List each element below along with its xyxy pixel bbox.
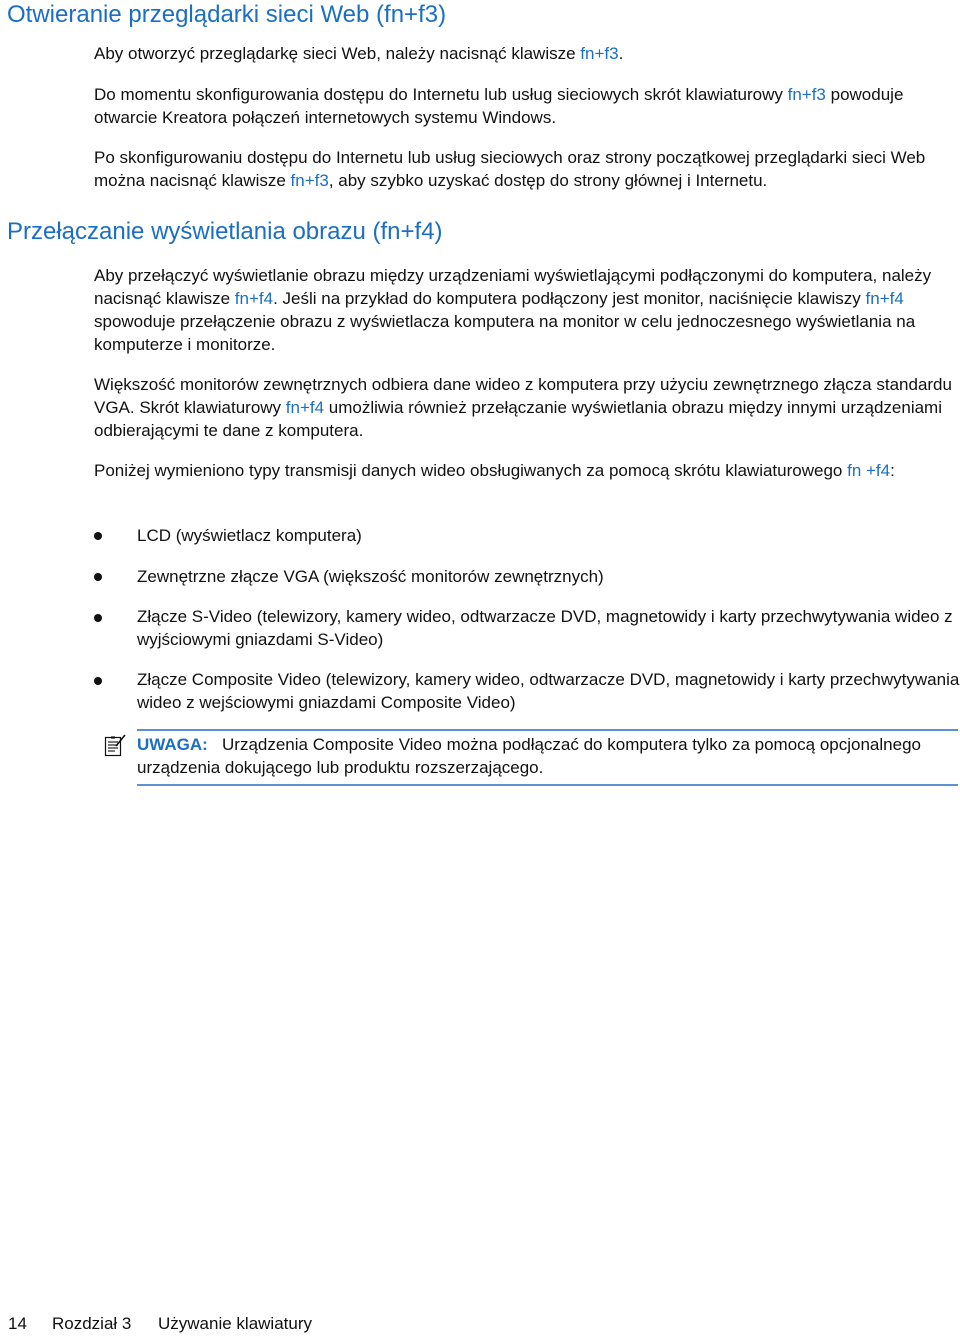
note-icon — [103, 733, 127, 757]
list-item: Złącze Composite Video (telewizory, kamery wideo, odtwarzacze DVD, magnetowidy i karty przechwytywania wideo z wejściowymi gniazdami Composite Video) — [137, 670, 960, 712]
footer-chapter-title: Używanie klawiatury — [158, 1314, 312, 1333]
shortcut-fn-f4: fn+f4 — [865, 289, 904, 308]
note-body: Urządzenia Composite Video można podłączać do komputera tylko za pomocą opcjonalnego urządzenia dokującego lub produktu rozszerzającego. — [137, 735, 921, 777]
shortcut-fn-f3: fn+f3 — [290, 171, 329, 190]
note-box — [137, 729, 958, 786]
shortcut-fn-f4: fn+f4 — [234, 289, 274, 308]
section-heading-display: Przełączanie wyświetlania obrazu (fn+f4) — [7, 218, 443, 245]
note-label: UWAGA: — [137, 735, 208, 754]
paragraph-display-3: Poniżej wymieniono typy transmisji danych wideo obsługiwanych za pomocą skrótu klawiaturowego fn +f4: — [94, 461, 895, 480]
shortcut-fn-f3: fn+f3 — [580, 44, 619, 63]
page-number: 14 — [8, 1314, 27, 1333]
bullet-icon — [94, 614, 102, 622]
paragraph-browser-3: Po skonfigurowaniu dostępu do Internetu lub usług sieciowych oraz strony początkowej przeglądarki sieci Web można nacisnąć klawisze fn+f3, aby szybko uzyskać dostęp do strony głównej i Internetu. — [94, 148, 926, 190]
shortcut-fn-f4: fn+f4 — [285, 398, 325, 417]
note-text — [137, 731, 958, 784]
paragraph-display-1: Aby przełączyć wyświetlanie obrazu między urządzeniami wyświetlającymi podłączonymi do komputera, należy nacisnąć klawisze fn+f4. Jeśli na przykład do komputera podłączony jest monitor, naciśnięcie klawiszy fn+f4 spowoduje przełączenie obrazu z wyświetlacza komputera na monitor w celu jednoczesnego wyświetlania na komputerze i monitorze. — [94, 266, 932, 354]
bullet-icon — [94, 677, 102, 685]
paragraph-browser-2: Do momentu skonfigurowania dostępu do Internetu lub usług sieciowych skrót klawiaturowy fn+f3 powoduje otwarcie Kreatora połączeń internetowych systemu Windows. — [94, 85, 904, 127]
bullet-icon — [94, 532, 102, 540]
shortcut-fn-f4: fn +f4 — [847, 461, 891, 480]
list-item: LCD (wyświetlacz komputera) — [137, 526, 362, 545]
footer-chapter: Rozdział 3 — [52, 1314, 132, 1333]
list-item: Zewnętrzne złącze VGA (większość monitorów zewnętrznych) — [137, 567, 604, 586]
paragraph-display-2: Większość monitorów zewnętrznych odbiera dane wideo z komputera przy użyciu zewnętrznego złącza standardu VGA. Skrót klawiaturowy fn+f4 umożliwia również przełączanie wyświetlania obrazu między innymi urządzeniami odbierającymi te dane z komputera. — [94, 375, 952, 440]
shortcut-fn-f3: fn+f3 — [787, 85, 826, 104]
section-heading-browser: Otwieranie przeglądarki sieci Web (fn+f3) — [7, 1, 447, 28]
paragraph-browser-1: Aby otworzyć przeglądarkę sieci Web, należy nacisnąć klawisze fn+f3. — [94, 44, 624, 63]
list-item: Złącze S-Video (telewizory, kamery wideo, odtwarzacze DVD, magnetowidy i karty przechwytywania wideo z wyjściowymi gniazdami S-Video) — [137, 607, 953, 649]
bullet-icon — [94, 573, 102, 581]
